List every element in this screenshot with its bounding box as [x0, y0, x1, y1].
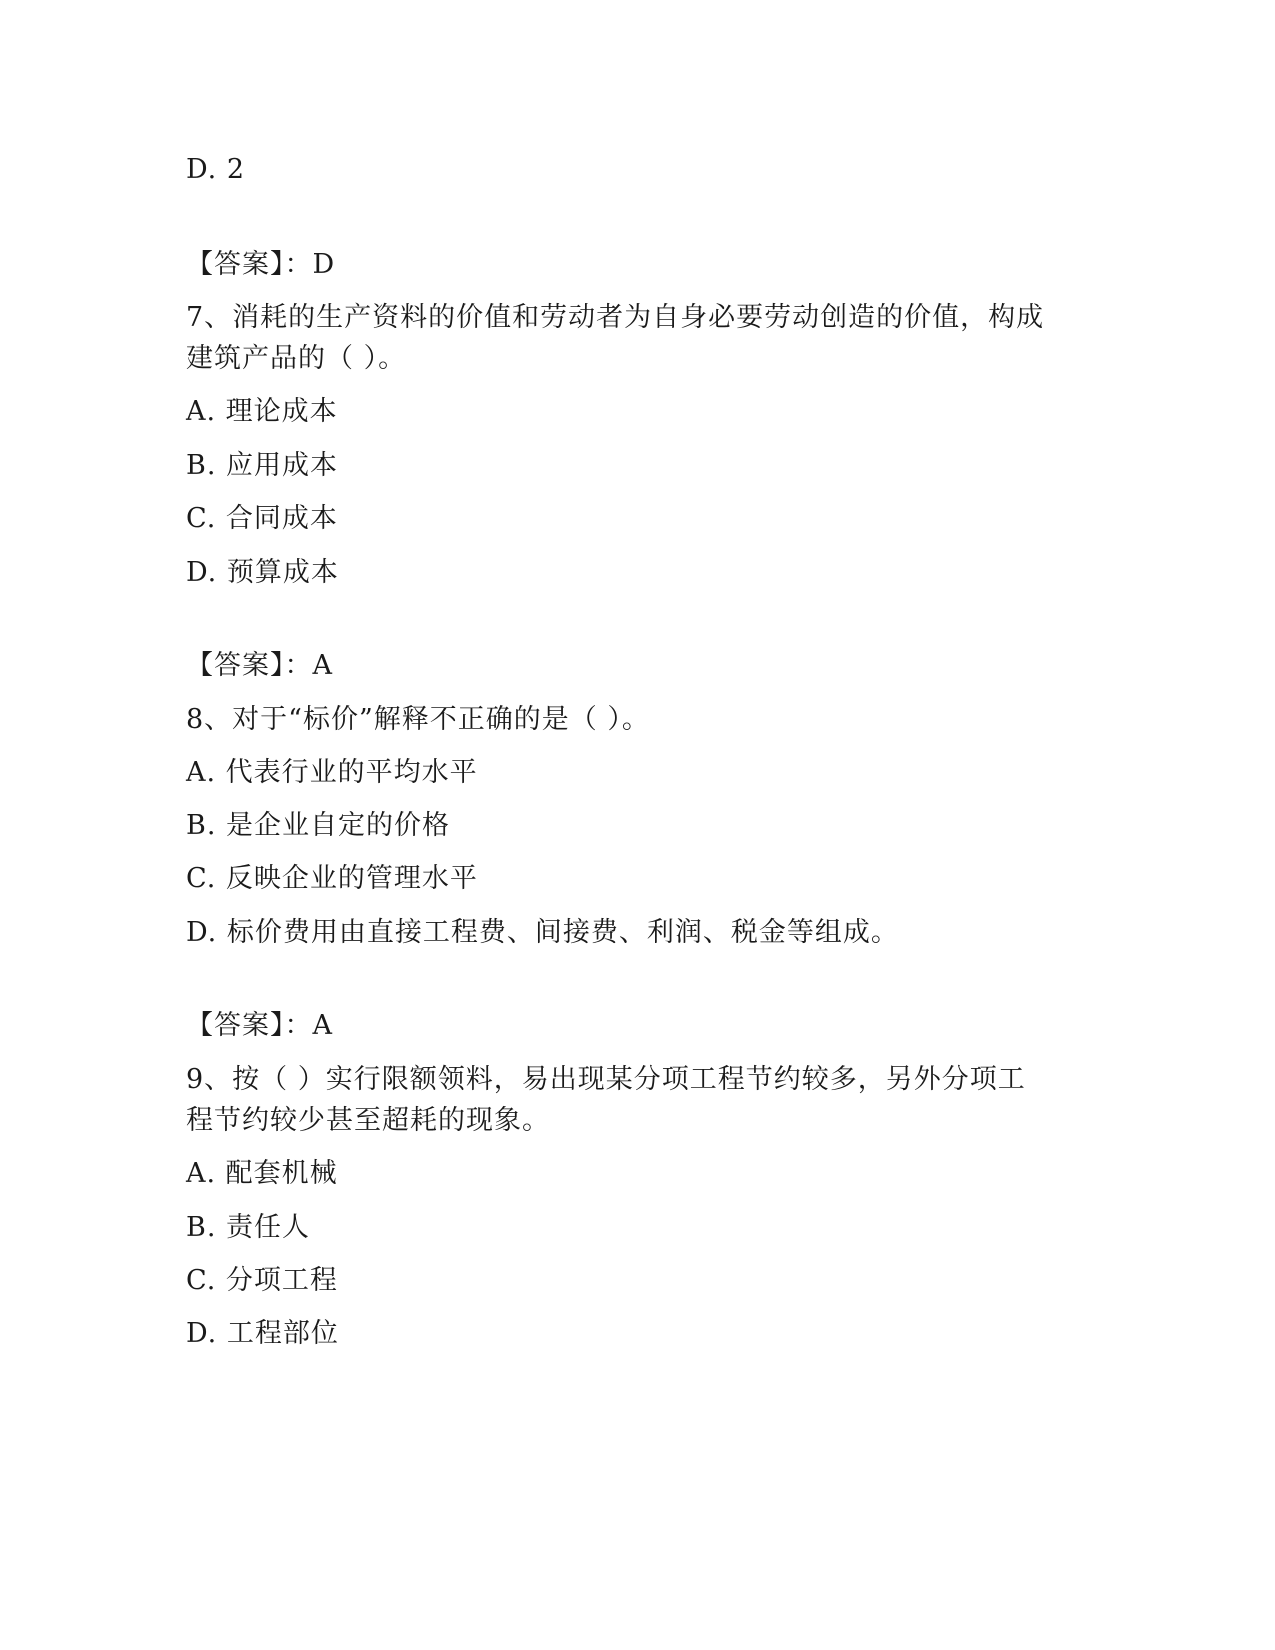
- q9-option-b: B. 责任人: [186, 1212, 311, 1243]
- q7-option-a: A. 理论成本: [186, 396, 338, 427]
- q7-option-d: D. 预算成本: [186, 557, 339, 588]
- q8-option-a: A. 代表行业的平均水平: [186, 757, 478, 788]
- q9-stem-line2: 程节约较少甚至超耗的现象。: [186, 1105, 550, 1136]
- q7-answer: 【答案】：A: [186, 650, 333, 681]
- q8-option-b: B. 是企业自定的价格: [186, 810, 451, 841]
- q7-option-c: C. 合同成本: [186, 503, 338, 534]
- q8-option-d: D. 标价费用由直接工程费、间接费、利润、税金等组成。: [186, 917, 899, 948]
- prev-answer: 【答案】：D: [186, 249, 336, 280]
- q8-stem-line1: 8、对于“标价”解释不正确的是（ ）。: [186, 704, 650, 735]
- q9-option-d: D. 工程部位: [186, 1318, 339, 1349]
- q9-stem-line1: 9、按（ ）实行限额领料，易出现某分项工程节约较多，另外分项工: [186, 1064, 1026, 1095]
- q9-option-c: C. 分项工程: [186, 1265, 338, 1296]
- q8-option-c: C. 反映企业的管理水平: [186, 863, 478, 894]
- q7-option-b: B. 应用成本: [186, 450, 339, 481]
- q7-stem-line1: 7、消耗的生产资料的价值和劳动者为自身必要劳动创造的价值，构成: [186, 302, 1045, 333]
- q8-answer: 【答案】：A: [186, 1010, 333, 1041]
- q7-stem-line2: 建筑产品的（ ）。: [186, 343, 407, 374]
- prev-option-d: D. 2: [186, 154, 246, 185]
- q9-option-a: A. 配套机械: [186, 1158, 338, 1189]
